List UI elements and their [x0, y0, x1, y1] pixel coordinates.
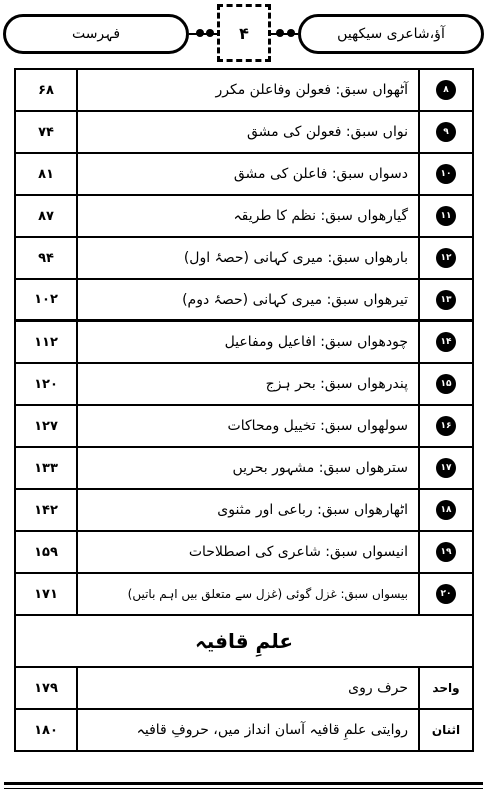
- lesson-title: گیارھواں سبق: نظم کا طریقہ: [78, 196, 420, 236]
- toc-row[interactable]: [16, 532, 472, 574]
- section-title: فہرست: [71, 26, 121, 42]
- connector-dot: [196, 29, 204, 37]
- book-title: آؤ،شاعری سیکھیں: [337, 26, 445, 42]
- lesson-title: روایتی علمِ قافیہ آسان انداز میں، حروفِ قافیہ: [78, 710, 420, 750]
- lesson-number-badge: ۱۲: [436, 248, 456, 268]
- page-ref: ۷۴: [16, 112, 78, 152]
- toc-row[interactable]: [16, 574, 472, 616]
- toc-row[interactable]: [16, 668, 472, 710]
- lesson-title: بیسواں سبق: غزل گوئی (غزل سے متعلق بیں اہم باتیں): [78, 574, 420, 614]
- lesson-title: آٹھواں سبق: فعولن وفاعلن مکرر: [78, 70, 420, 110]
- lesson-number-badge: ۹: [436, 122, 456, 142]
- lesson-title: بارھواں سبق: میری کہانی (حصۂ اول): [78, 238, 420, 278]
- lesson-number-badge: ۱۸: [436, 500, 456, 520]
- page-ref: ۱۴۲: [16, 490, 78, 530]
- lesson-number-badge: ۱۳: [436, 290, 456, 310]
- lesson-title: اٹھارھواں سبق: رباعی اور مثنوی: [78, 490, 420, 530]
- footer-rule-thin: [4, 788, 483, 789]
- toc-row[interactable]: [16, 364, 472, 406]
- lesson-number-badge: ۱۹: [436, 542, 456, 562]
- page-ref: ۱۲۰: [16, 364, 78, 404]
- page-ref: ۸۱: [16, 154, 78, 194]
- row-label: واحد: [432, 681, 460, 695]
- page-header: [0, 0, 487, 66]
- page-ref: ۸۷: [16, 196, 78, 236]
- lesson-title: چودھواں سبق: افاعیل ومفاعیل: [78, 322, 420, 362]
- lesson-number-badge: ۱۷: [436, 458, 456, 478]
- page-ref: ۱۷۱: [16, 574, 78, 614]
- page-ref: ۱۵۹: [16, 532, 78, 572]
- page-ref: ۱۲۷: [16, 406, 78, 446]
- lesson-title: پندرھواں سبق: بحر ہزج: [78, 364, 420, 404]
- row-label: اثنان: [431, 723, 461, 737]
- lesson-number-badge: ۲۰: [436, 584, 456, 604]
- toc-row[interactable]: [16, 196, 472, 238]
- lesson-title: دسواں سبق: فاعلن کی مشق: [78, 154, 420, 194]
- footer-rule: [4, 782, 483, 785]
- toc-row[interactable]: [16, 448, 472, 490]
- lesson-title: حرف روی: [78, 668, 420, 708]
- lesson-number-badge: ۱۵: [436, 374, 456, 394]
- toc-row[interactable]: [16, 406, 472, 448]
- lesson-title: سولھواں سبق: تخییل ومحاکات: [78, 406, 420, 446]
- connector-dot: [287, 29, 295, 37]
- toc-row[interactable]: [16, 238, 472, 280]
- page-ref: ۱۳۳: [16, 448, 78, 488]
- toc-row[interactable]: [16, 70, 472, 112]
- toc-table: [14, 68, 474, 752]
- toc-row[interactable]: [16, 710, 472, 752]
- lesson-title: انیسواں سبق: شاعری کی اصطلاحات: [78, 532, 420, 572]
- connector-dot: [276, 29, 284, 37]
- lesson-title: تیرھواں سبق: میری کہانی (حصۂ دوم): [78, 280, 420, 319]
- lesson-number-badge: ۸: [436, 80, 456, 100]
- page-ref: ۱۷۹: [16, 668, 78, 708]
- toc-row[interactable]: [16, 154, 472, 196]
- toc-row[interactable]: [16, 280, 472, 322]
- lesson-number-badge: ۱۰: [436, 164, 456, 184]
- toc-row[interactable]: [16, 490, 472, 532]
- lesson-number-badge: ۱۴: [436, 332, 456, 352]
- page-number: ۴: [239, 23, 249, 43]
- lesson-title: نواں سبق: فعولن کی مشق: [78, 112, 420, 152]
- page-ref: ۹۴: [16, 238, 78, 278]
- lesson-title: سترھواں سبق: مشہور بحریں: [78, 448, 420, 488]
- section-heading: علمِ قافیہ: [16, 616, 472, 668]
- page-ref: ۱۰۲: [16, 280, 78, 319]
- page-ref: ۶۸: [16, 70, 78, 110]
- toc-row[interactable]: [16, 322, 472, 364]
- page-number-box: [217, 4, 271, 62]
- connector-dot: [206, 29, 214, 37]
- lesson-number-badge: ۱۱: [436, 206, 456, 226]
- lesson-number-badge: ۱۶: [436, 416, 456, 436]
- section-title-pill: [3, 14, 189, 54]
- page-ref: ۱۸۰: [16, 710, 78, 750]
- page-ref: ۱۱۲: [16, 322, 78, 362]
- toc-row[interactable]: [16, 112, 472, 154]
- book-title-pill: [298, 14, 484, 54]
